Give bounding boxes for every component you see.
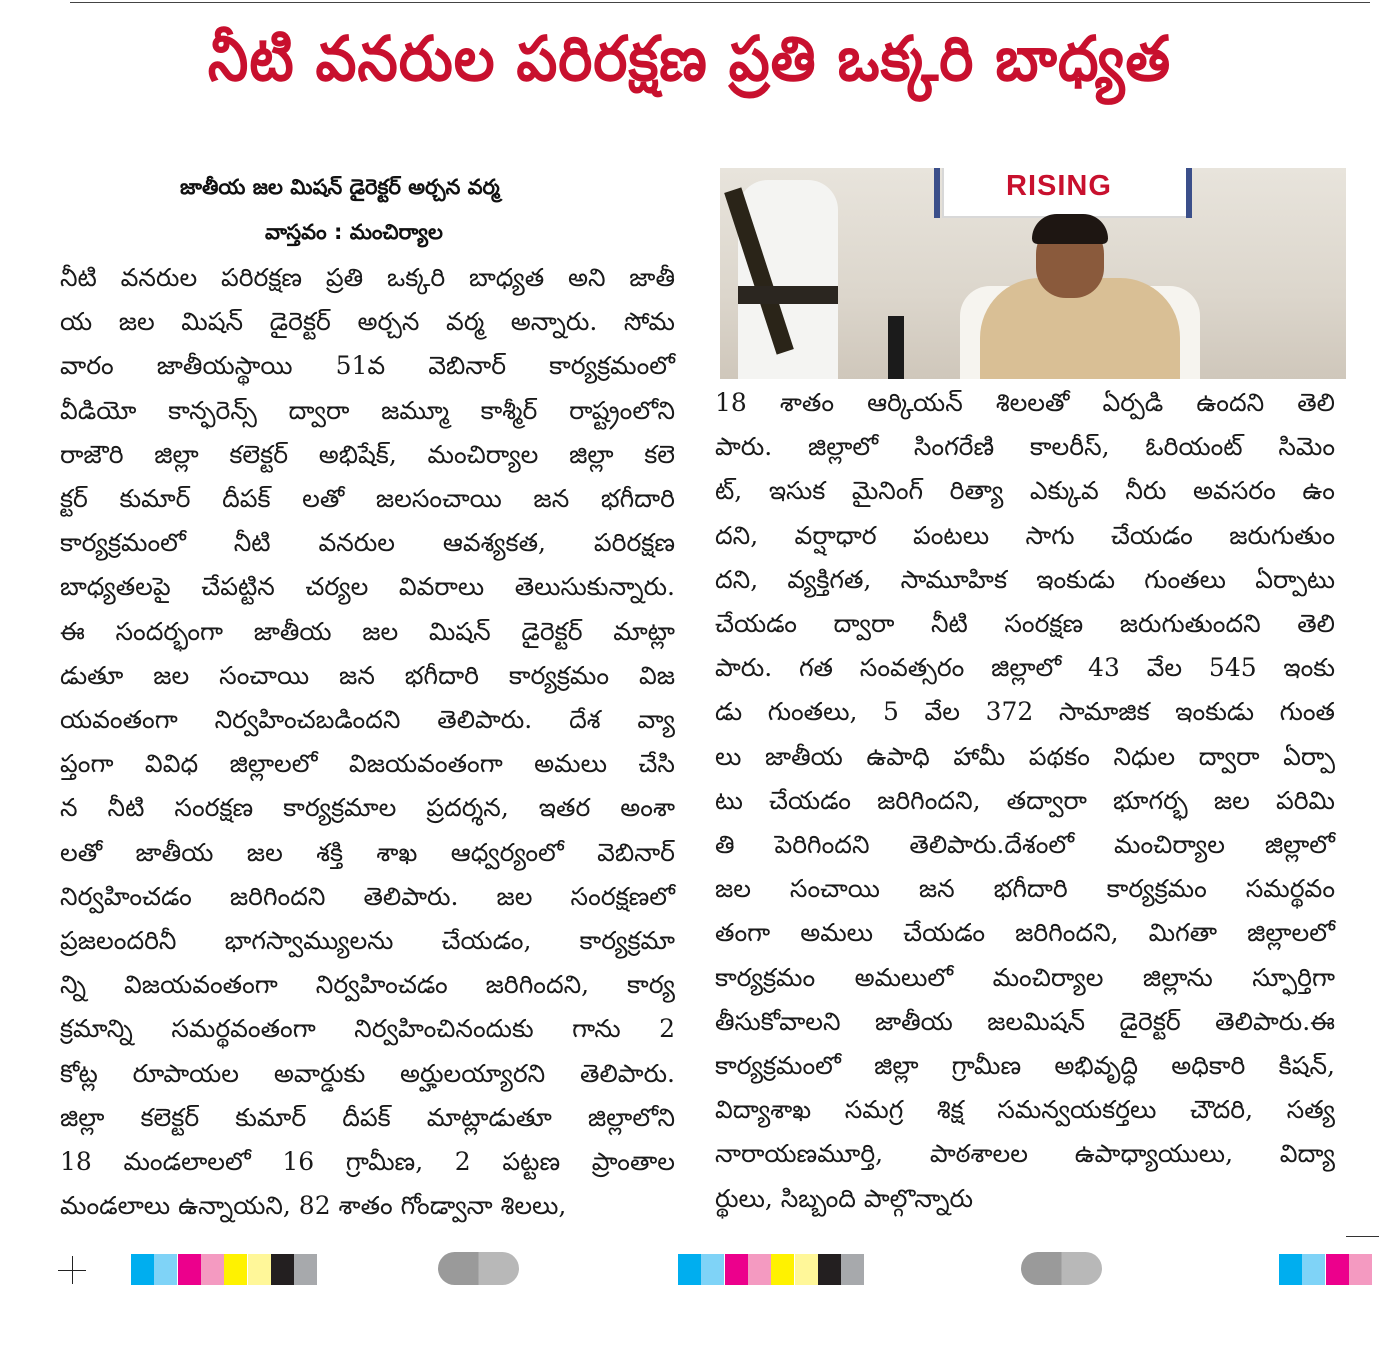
color-swatch [701,1254,724,1285]
color-swatch [1349,1254,1372,1285]
color-swatch [748,1254,771,1285]
text-line: క్టర్ కుమార్ దీపక్ లతో జలసంచాయి జన భగీదారి [60,484,675,514]
text-line: కార్యక్రమంలో జిల్లా గ్రామీణ అభివృద్ధి అధికారి కిషన్, [715,1051,1335,1081]
text-line: ట్, ఇసుక మైనింగ్ రిత్యా ఎక్కువ నీరు అవసరం ఉం [715,476,1335,506]
text-line: ర్థులు, సిబ్బంది పాల్గొన్నారు [715,1183,973,1213]
text-line: నారాయణమూర్తి, పాఠశాలల ఉపాధ్యాయులు, విద్యా [715,1139,1335,1169]
text-line: ప్రజలందరినీ భాగస్వామ్యులను చేయడం, కార్యక్రమా [60,926,675,956]
color-swatch [1279,1254,1302,1285]
text-line: కార్యక్రమం అమలులో మంచిర్యాల జిల్లాను స్ఫూర్తిగా [715,962,1335,992]
color-swatch [294,1254,317,1285]
color-swatch [725,1254,748,1285]
text-line: క్రమాన్ని సమర్థవంతంగా నిర్వహించినందుకు గాను 2 [60,1014,675,1044]
banner-frame-right [1186,168,1192,218]
byline-place: వాస్తవం : మంచిర్యాల [265,220,443,244]
text-line: న నీటి సంరక్షణ కార్యక్రమాల ప్రదర్శన, ఇతర అంశా [60,793,675,823]
text-line: తీసుకోవాలని జాతీయ జలమిషన్ డైరెక్టర్ తెలిపారు.ఈ [715,1006,1335,1036]
text-line: దని, వ్యక్తిగత, సామూహిక ఇంకుడు గుంతలు ఏర్పాటు [715,564,1335,594]
registration-cross-icon-vertical [72,1256,73,1284]
seated-person-hair [1032,214,1108,244]
color-swatch [154,1254,177,1285]
text-line: న్ని విజయవంతంగా నిర్వహించడం జరిగిందని, కార్య [60,970,675,1000]
color-swatch [248,1254,271,1285]
color-swatch [271,1254,294,1285]
color-swatch [771,1254,794,1285]
color-swatch [678,1254,701,1285]
color-swatch [1302,1254,1325,1285]
text-line: తంగా అమలు చేయడం జరిగిందని, మిగతా జిల్లాలలో [715,918,1335,948]
color-swatch [841,1254,864,1285]
text-line: జిల్లా కలెక్టర్ కుమార్ దీపక్ మాట్లాడుతూ జిల్లాలోని [60,1102,675,1132]
top-rule [70,2,1370,3]
article-column-right [715,381,1335,1221]
text-line: డు గుంతలు, 5 వేల 372 సామాజిక ఇంకుడు గుంత [715,697,1335,727]
text-line: వీడియో కాన్ఫరెన్స్ ద్వారా జమ్మూ కాశ్మీర్ రాష్ట్రంలోని [60,395,675,425]
headline: నీటి వనరుల పరిరక్షణ ప్రతి ఒక్కరి బాధ్యత [207,22,1172,95]
color-swatch [1326,1254,1349,1285]
edge-rule [1346,1236,1379,1237]
text-line: దని, వర్షాధార పంటలు సాగు చేయడం జరుగుతుం [715,520,1335,550]
belt [738,286,838,304]
text-line: నీటి వనరుల పరిరక్షణ ప్రతి ఒక్కరి బాధ్యత అని జాతీ [60,263,675,292]
text-line: తి పెరిగిందని తెలిపారు.దేశంలో మంచిర్యాల జిల్లాలో [715,830,1335,860]
text-line: డుతూ జల సంచాయి జన భగీదారి కార్యక్రమం విజ [60,660,675,690]
banner-frame-left [934,168,940,218]
text-line: 18 శాతం ఆర్కియన్ శిలలతో ఏర్పడి ఉందని తెలి [715,388,1335,417]
text-line: మండలాలు ఉన్నాయని, 82 శాతం గోండ్వానా శిలలు, [60,1191,567,1221]
text-line: వారం జాతీయస్థాయి 51వ వెబినార్ కార్యక్రమంలో [60,351,675,381]
text-line: కోట్ల రూపాయల అవార్డుకు అర్హులయ్యారని తెలిపారు. [60,1058,675,1088]
text-line: బాధ్యతలపై చేపట్టిన చర్యల వివరాలు తెలుసుకున్నారు. [60,572,675,602]
text-line: టు చేయడం జరిగిందని, తద్వారా భూగర్భ జల పరిమి [715,785,1335,815]
chair [888,316,904,379]
text-line: చేయడం ద్వారా నీటి సంరక్షణ జరుగుతుందని తెలి [715,609,1335,639]
byline-name: జాతీయ జల మిషన్ డైరెక్టర్ అర్చన వర్మ [180,175,500,199]
text-line: జల సంచాయి జన భగీదారి కార్యక్రమం సమర్థవం [715,874,1335,904]
color-swatch [201,1254,224,1285]
color-swatch [131,1254,154,1285]
text-line: ప్తంగా వివిధ జిల్లాలలో విజయవంతంగా అమలు చేసి [60,749,675,779]
banner-text: RISING [1006,170,1112,202]
color-swatch [224,1254,247,1285]
text-line: లతో జాతీయ జల శక్తి శాఖ ఆధ్వర్యంలో వెబినార్ [60,837,675,867]
gray-pill-2 [1021,1252,1102,1285]
text-line: లు జాతీయ ఉపాధి హామీ పథకం నిధుల ద్వారా ఏర్పా [715,741,1335,771]
text-line: య జల మిషన్ డైరెక్టర్ అర్చన వర్మ అన్నారు. సోమ [60,307,675,337]
text-line: నిర్వహించడం జరిగిందని తెలిపారు. జల సంరక్షణలో [60,881,675,911]
text-line: కార్యక్రమంలో నీటి వనరుల ఆవశ్యకత, పరిరక్షణ [60,528,675,558]
article-photo [720,168,1346,379]
text-line: ఈ సందర్భంగా జాతీయ జల మిషన్ డైరెక్టర్ మాట్లా [60,616,675,646]
text-line: విద్యాశాఖ సమగ్ర శిక్ష సమన్వయకర్తలు చౌదరి, సత్య [715,1095,1335,1125]
gray-pill-1 [438,1252,519,1285]
text-line: యవంతంగా నిర్వహించబడిందని తెలిపారు. దేశ వ్యా [60,705,675,735]
text-line: 18 మండలాలలో 16 గ్రామీణ, 2 పట్టణ ప్రాంతాల [60,1147,675,1177]
color-swatch [795,1254,818,1285]
text-line: పారు. జిల్లాలో సింగరేణి కాలరీస్, ఓరియంట్ సిమెం [715,432,1335,462]
color-swatch [818,1254,841,1285]
color-swatch [178,1254,201,1285]
text-line: రాజౌరి జిల్లా కలెక్టర్ అభిషేక్, మంచిర్యాల జిల్లా కలె [60,439,675,469]
article-column-left [60,256,675,1228]
text-line: పారు. గత సంవత్సరం జిల్లాలో 43 వేల 545 ఇంకు [715,653,1335,683]
